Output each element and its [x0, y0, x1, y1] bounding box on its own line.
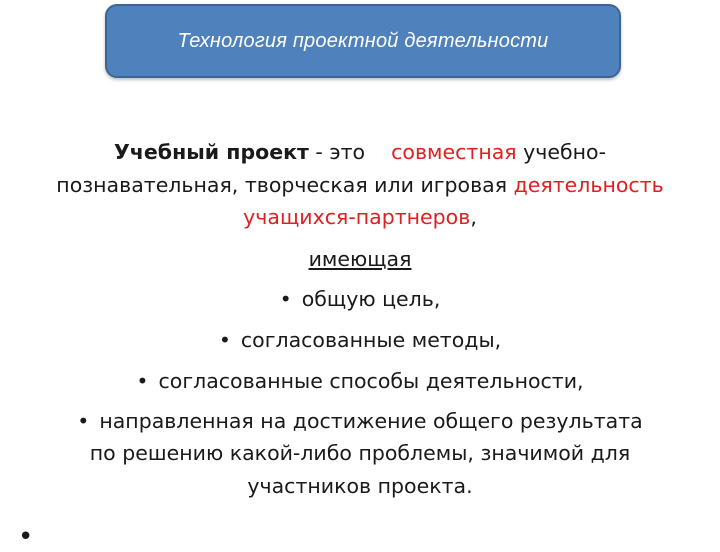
bullet-text: согласованные способы деятельности, [158, 369, 584, 393]
definition-line-3-tail: , [470, 205, 477, 229]
continuation-text: участников проекта. [247, 474, 473, 498]
definition-text-1: учебно- [516, 140, 606, 164]
bullet-icon: • [279, 287, 292, 311]
highlight-activity: деятельность [513, 173, 664, 197]
bullet-icon: • [136, 369, 149, 393]
highlight-students: учащихся-партнеров [243, 205, 471, 229]
bullet-item [0, 368, 720, 394]
empty-bullet-icon: • [18, 522, 34, 552]
bullet-text: общую цель, [301, 287, 441, 311]
slide-title: Технология проектной деятельности [177, 29, 549, 52]
bullet-continuation [0, 473, 720, 499]
definition-dash: - это [308, 140, 372, 164]
having-label-line [0, 246, 720, 272]
definition-line-1 [0, 139, 720, 165]
bullet-item [0, 286, 720, 312]
having-label: имеющая [308, 247, 412, 271]
highlight-joint: совместная [391, 140, 517, 164]
title-box [105, 4, 621, 78]
definition-text-2: познавательная, творческая или игровая [56, 173, 514, 197]
bullet-item [0, 327, 720, 353]
definition-line-2 [0, 172, 720, 198]
bullet-continuation [0, 440, 720, 466]
bullet-icon: • [218, 328, 231, 352]
continuation-text: по решению какой-либо проблемы, значимой для [89, 441, 631, 465]
bullet-item [0, 408, 720, 434]
definition-term: Учебный проект [113, 140, 309, 164]
bullet-text: направленная на достижение общего результата [99, 409, 643, 433]
bullet-text: согласованные методы, [240, 328, 502, 352]
definition-line-3 [0, 204, 720, 230]
bullet-icon: • [77, 409, 90, 433]
